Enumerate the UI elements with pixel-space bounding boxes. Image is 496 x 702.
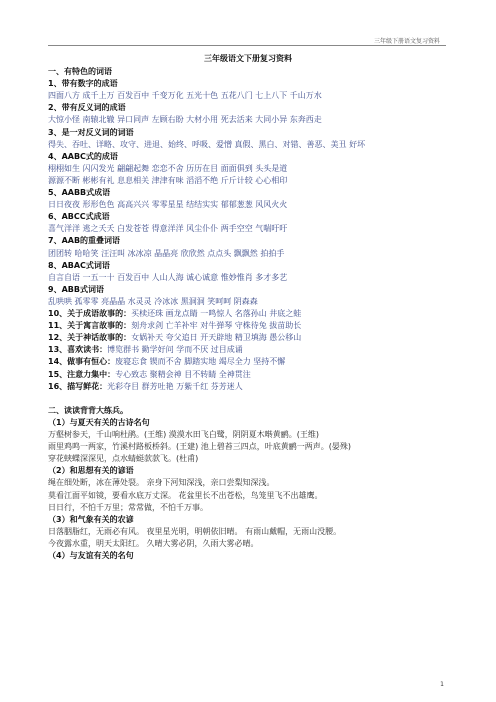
category-words: 女娲补天 夸父追日 开天辟地 精卫填海 愚公移山 [131,333,302,343]
word-list-line: 得失、吞吐、详略、攻守、进退、始终、呼吸、爱憎 真假、黑白、对错、善恶、美丑 好坏 [48,139,366,149]
section-heading: 2、带有反义词的成语 [48,103,126,113]
word-list-line: 团团转 哈哈笑 汪汪叫 冰冰凉 晶晶亮 欣欣然 点点头 飘飘然 拍拍手 [48,248,285,258]
section-heading: 5、AABB式成语 [48,188,111,197]
category-heading: 14、做事有恒心： [48,357,116,367]
category-heading: 16、描写鲜花： [48,381,108,391]
text-line: 万壑树参天，千山响杜鹃。(王维) 漠漠水田飞白鹭，阴阴夏木啭黄鹂。(王维) [48,430,320,439]
category-heading: 10、关于成语故事的： [48,309,132,318]
word-list-line: 自言自语 一五一十 百发百中 人山人海 诚心诚意 惟妙惟肖 多才多艺 [48,272,288,282]
word-list-line: 大惊小怪 南辕北辙 异口同声 左顾右盼 大材小用 死去活来 大同小异 东奔西走 [48,115,322,125]
category-heading: 12、关于神话故事的： [48,333,132,343]
category-line [48,345,243,355]
word-list-line: 源源不断 彬彬有礼 息息相关 津津有味 滔滔不绝 斤斤计较 心心相印 [48,175,288,185]
category-words: 买椟还珠 画龙点睛 一鸣惊人 名落孙山 井底之蛙 [131,309,302,318]
text-line: 今夜露水重，明天太阳红。 久晴大雾必阴，久雨大雾必晴。 [48,538,259,548]
category-words: 博览群书 勤学好问 学而不厌 过目成诵 [107,345,243,355]
category-line [48,357,285,367]
category-words: 刻舟求剑 亡羊补牢 对牛弹琴 守株待兔 拔苗助长 [131,321,302,331]
category-line [48,333,301,343]
section-heading: （1）与夏天有关的古诗名句 [48,417,150,427]
category-words: 光彩夺目 群芳吐艳 万紫千红 芬芳迷人 [107,381,243,391]
category-heading: 11、关于寓言故事的： [48,321,132,331]
section-heading: （4）与友谊有关的名句 [48,551,134,560]
section-heading: （2）和思想有关的谚语 [48,466,134,476]
section-heading: 9、ABB式词语 [48,284,104,294]
category-line [48,309,301,319]
section-heading: （3）和气象有关的农谚 [48,514,134,524]
word-list-line: 喜气洋洋 逃之夭夭 白发苍苍 得意洋洋 风尘仆仆 两手空空 气喘吁吁 [48,224,288,234]
category-line [48,321,301,331]
category-line [48,382,243,392]
word-list-line: 栩栩如生 闪闪发光 翩翩起舞 恋恋不舍 历历在目 面面俱到 头头是道 [48,163,288,173]
running-header: 三年级下册语文复习资料 [373,38,440,45]
category-heading: 15、注意力集中： [48,369,116,379]
section-heading: 4、AABC式的成语 [48,151,118,161]
section-heading: 7、AAB的重叠词语 [48,236,121,246]
text-line: 日日行，不怕千万里；常常做，不怕千万事。 [48,502,208,512]
document-title: 三年级语文下册复习资料 [204,54,292,63]
category-heading: 13、喜欢读书： [48,345,108,355]
header-rule [48,45,446,46]
text-line: 日落胭脂红，无雨必有风。 夜里星光明，明朝依旧晴。 有雨山戴帽，无雨山没腰。 [48,526,342,536]
section-heading: 一、有特色的词语 [48,67,112,76]
category-words: 废寝忘食 锲而不舍 脚踏实地 竭尽全力 坚持不懈 [115,357,286,367]
text-line: 雨里鸡鸣一两家，竹溪村路板桥斜。(王建) 池上碧苔三四点，叶底黄鹂一两声。(晏殊) [48,442,352,452]
page-number: 1 [440,681,444,688]
text-line: 绳在细处断，冰在薄处裂。 亲身下河知深浅，亲口尝梨知深浅。 [48,478,275,488]
text-line: 莫看江面平如镜，要看水底万丈深。 花盆里长不出苍松，鸟笼里飞不出雄鹰。 [48,490,323,500]
section-heading: 6、ABCC式成语 [48,212,110,222]
word-list-line: 日日夜夜 形形色色 高高兴兴 零零星星 结结实实 郁郁葱葱 风风火火 [48,200,288,210]
section-heading: 8、ABAC式词语 [48,260,110,270]
category-words: 专心致志 聚精会神 目不转睛 全神贯注 [115,369,251,379]
section-heading: 二、读读背背大练兵。 [48,405,128,415]
word-list-line: 四面八方 成千上万 百发百中 千变万化 五光十色 五花八门 七上八下 千山万水 [48,91,322,101]
word-list-line: 乱哄哄 孤零零 亮晶晶 水灵灵 冷冰冰 黑洞洞 笑呵呵 阴森森 [48,296,258,306]
section-heading: 1、带有数字的成语 [48,79,118,89]
category-line [48,370,251,380]
text-line: 穿花蛱蝶深深见，点水蜻蜓款款飞。(杜甫) [48,454,199,464]
section-heading: 3、是一对反义词的词语 [48,127,134,137]
